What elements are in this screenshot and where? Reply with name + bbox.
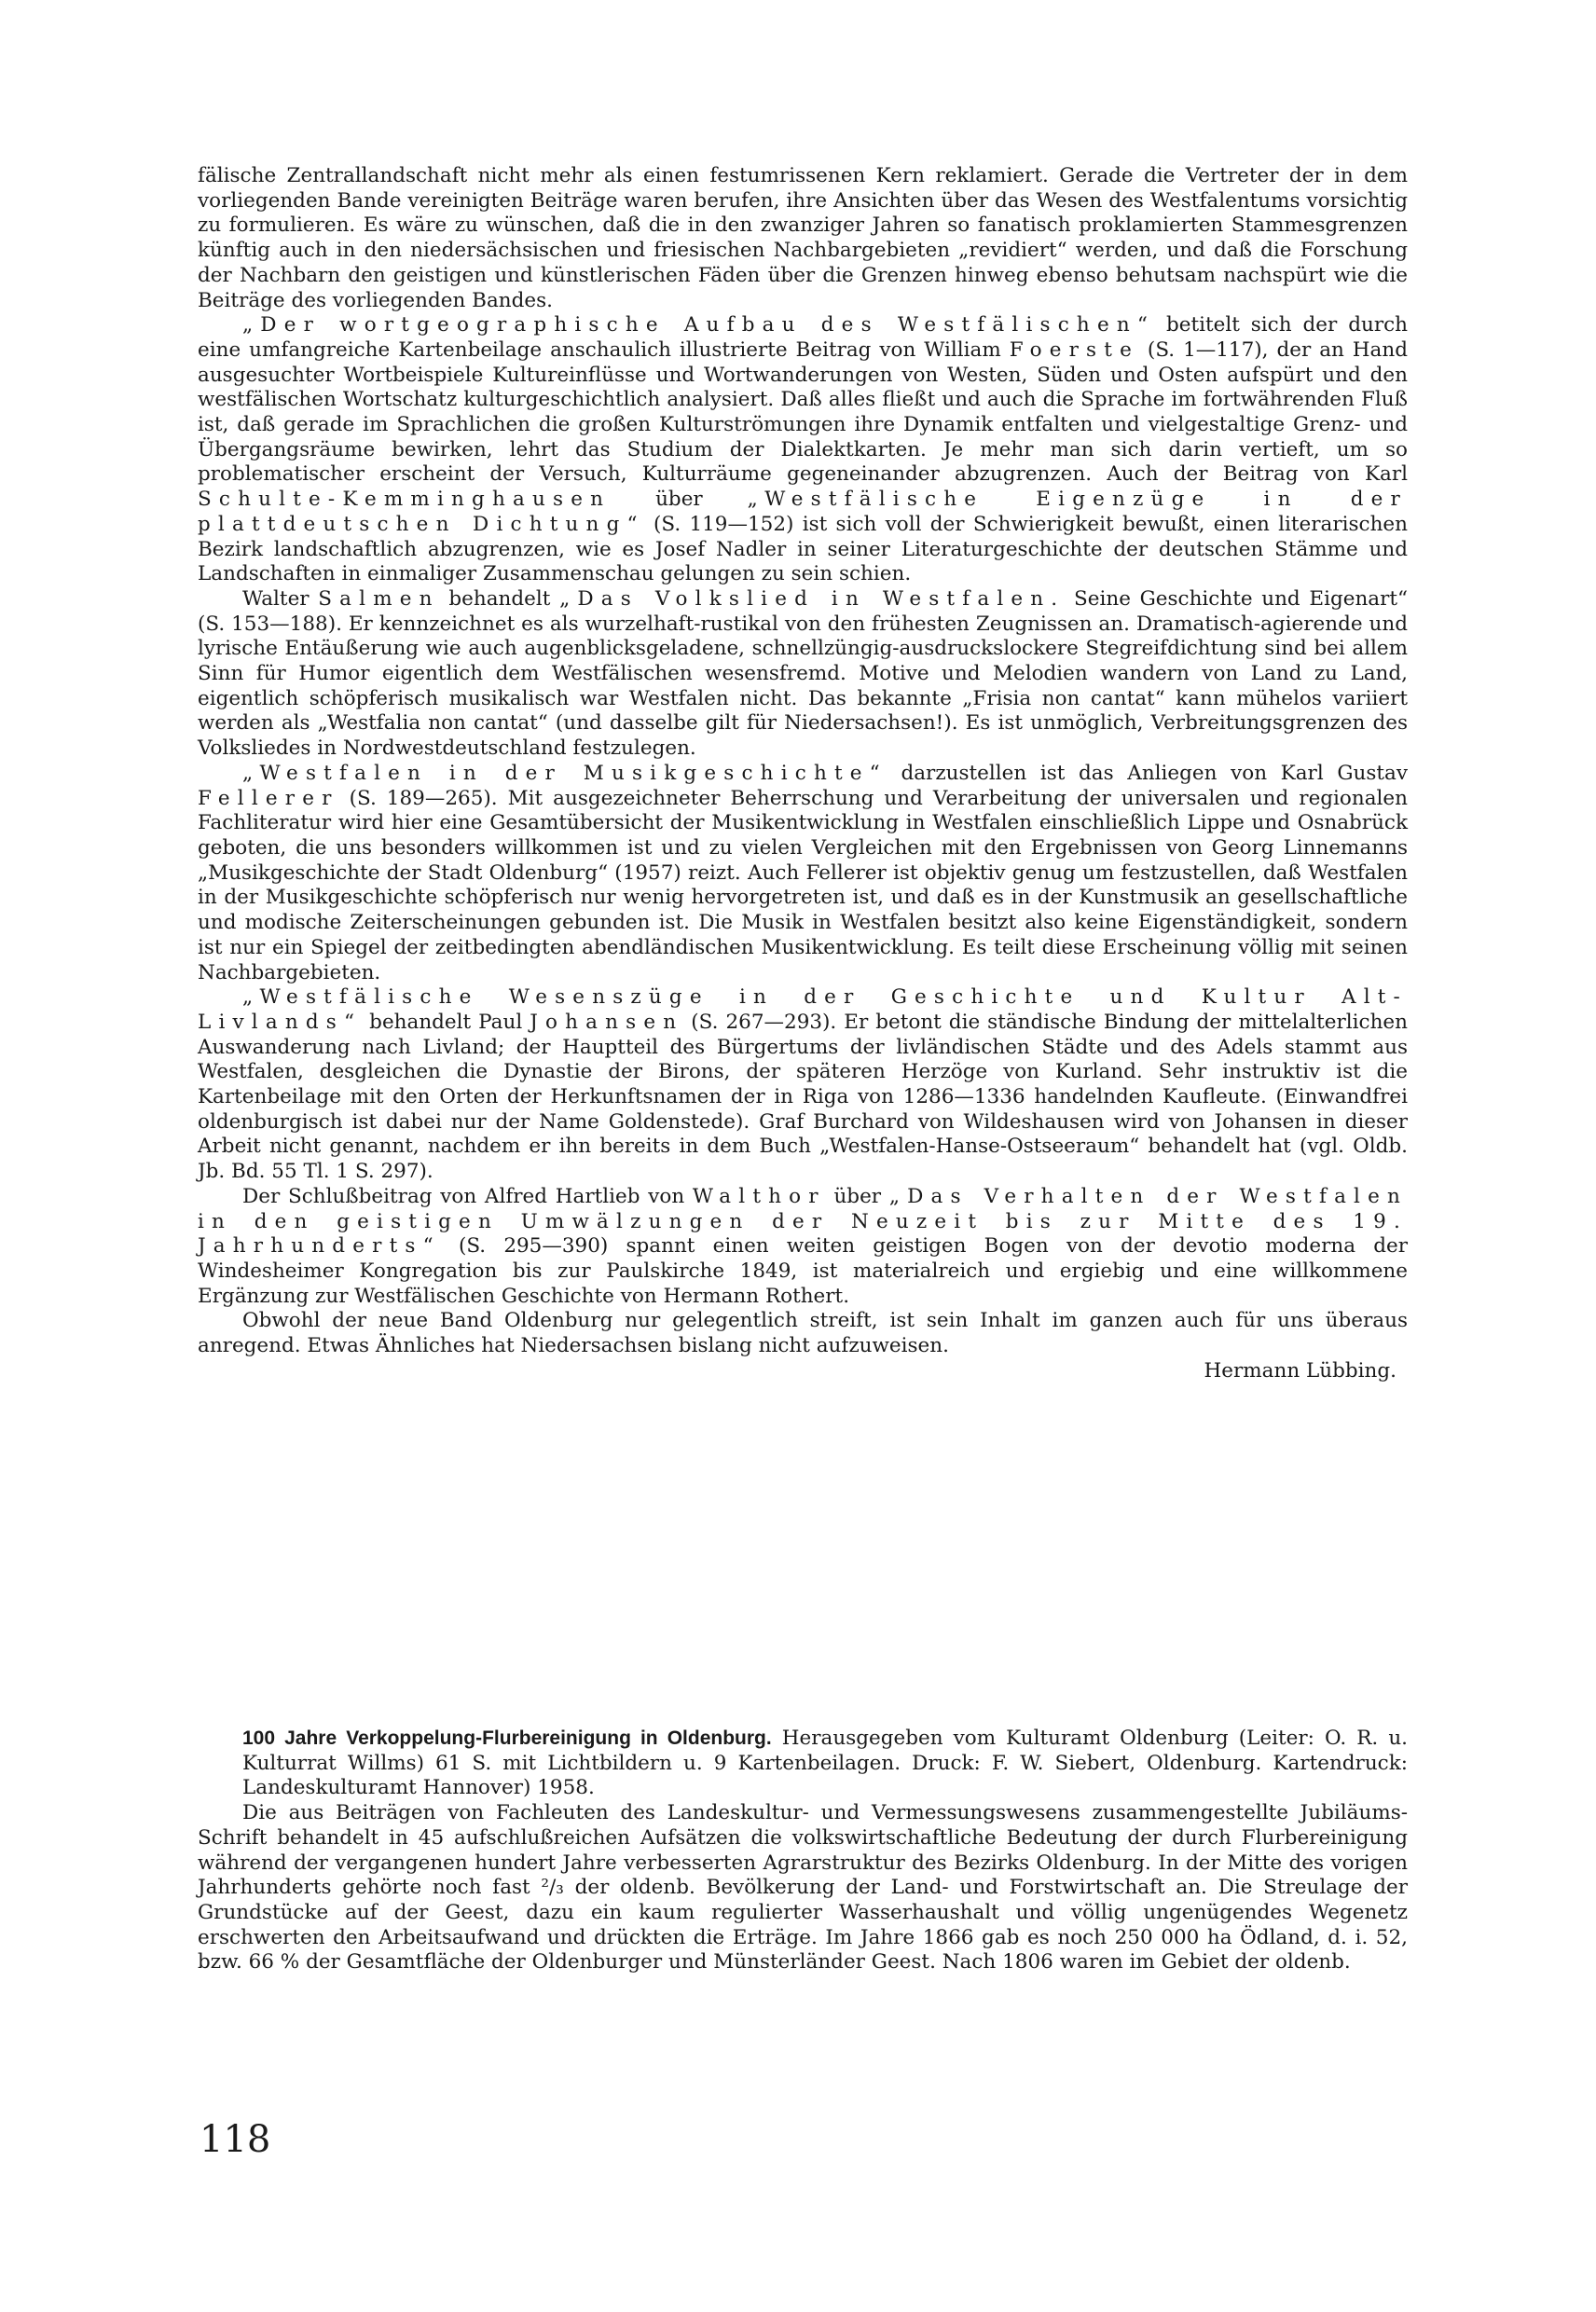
work-title: „Das Verhalten der Westfalen in den geistigen Umwälzungen der Neuzeit bis zur Mitte des 19. Jahrhunderts“ (198, 1184, 1409, 1259)
reviewer-signature: Hermann Lübbing. (1204, 1358, 1396, 1383)
paragraph-walthor: Der Schlußbeitrag von Alfred Hartlieb von Walthor über „Das Verhalten der Westfalen in den geistigen Umwälzungen der Neuzeit bis zur Mitte des 19. Jahrhunderts“ (S. 295—390) spannt einen weiten geistigen Bogen von der devotio moderna der Windesheimer Kongregation bis zur Paulskirche 1849, ist materialreich und ergiebig und eine willkommene Ergänzung zur Westfälischen Geschichte von Hermann Rothert. (198, 1184, 1409, 1308)
author-name: Schulte-Kemminghausen (198, 488, 612, 512)
author-name: Foerste (1009, 337, 1139, 362)
review-heading (198, 1727, 1408, 1801)
review-title: 100 Jahre Verkoppelung-Flurbereinigung in Oldenburg. (242, 1727, 772, 1749)
paragraph-continuation: fälische Zentrallandschaft nicht mehr als einen festumrissenen Kern reklamiert. Gerade die Vertreter der in dem vorliegenden Bande vereinigten Beiträge waren berufen, ihre Ansichten über das Wesen des Westfalentums vorsichtig zu formulieren. Es wäre zu wünschen, daß die in den zwanziger Jahren so fanatisch proklamierten Stammesgrenzen künftig auch in den niedersächsischen und friesischen Nachbargebieten „revidiert“ werden, und daß die Forschung der Nachbarn den geistigen und künstlerischen Fäden über die Grenzen hinweg ebenso behutsam nachspürt wie die Beiträge des vorliegenden Bandes. (198, 164, 1408, 312)
paragraph-johansen: „Westfälische Wesenszüge in der Geschichte und Kultur Alt-Livlands“ behandelt Paul Johansen (S. 267—293). Er betont die ständische Bindung der mittelalterlichen Auswanderung nach Livland; der Hauptteil des Bürgertums der livländischen Städte und des Adels stammt aus Westfalen, desgleichen die Dynastie der Birons, der späteren Herzöge von Kurland. Sehr instruktiv ist die Kartenbeilage mit den Orten der Herkunftsnamen der in Riga von 1286—1336 handelnden Kaufleute. (Einwandfrei oldenburgisch ist dabei nur der Name Goldenstede). Graf Burchard von Wildeshausen wird von Johansen in dieser Arbeit nicht genannt, nachdem er ihn bereits in dem Buch „Westfalen-Hanse-Ostseeraum“ behandelt hat (vgl. Oldb. Jb. Bd. 55 Tl. 1 S. 297). (198, 985, 1409, 1184)
work-title: „Westfalen in der Musikgeschichte“ (242, 761, 887, 785)
author-name: Walthor (692, 1184, 826, 1208)
work-title: „Westfälische Wesenszüge in der Geschichte und Kultur Alt-Livlands“ (198, 985, 1408, 1034)
work-title: „Der wortgeographische Aufbau des Westfälischen“ (242, 313, 1156, 337)
review-body: Die aus Beiträgen von Fachleuten des Landeskultur- und Vermessungswesens zusammengestellte Jubiläums-Schrift behandelt in 45 aufschlußreichen Aufsätzen die volkswirtschaftliche Bedeutung der durch Flurbereinigung während der vergangenen hundert Jahre verbesserten Agrarstruktur des Bezirks Oldenburg. In der Mitte des vorigen Jahrhunderts gehörte noch fast ²/₃ der oldenb. Bevölkerung der Land- und Forstwirtschaft an. Die Streulage der Grundstücke auf der Geest, dazu ein kaum regulierter Wasserhaushalt und völlig ungenügendes Wegenetz erschwerten den Arbeitsaufwand und drückten die Erträge. Im Jahre 1866 gab es noch 250 000 ha Ödland, d. i. 52, bzw. 66 % der Gesamtfläche der Oldenburger und Münsterländer Geest. Nach 1806 waren im Gebiet der oldenb. (198, 1801, 1408, 1975)
paragraph-foerste: „Der wortgeographische Aufbau des Westfälischen“ betitelt sich der durch eine umfangreiche Kartenbeilage anschaulich illustrierte Beitrag von William Foerste (S. 1—117), der an Hand ausgesuchter Wortbeispiele Kultureinflüsse und Wortwanderungen von Westen, Süden und Osten aufspürt und den westfälischen Wortschatz kulturgeschichtlich analysiert. Daß alles fließt und auch die Sprache im fortwährenden Fluß ist, daß gerade im Sprachlichen die großen Kulturströmungen ihre Dynamik entfalten und vielgestaltige Grenz- und Übergangsräume bewirken, lehrt das Studium der Dialektkarten. Je mehr man sich darin vertieft, um so problematischer erscheint der Versuch, Kulturräume gegeneinander abzugrenzen. Auch der Beitrag von Karl Schulte-Kemminghausen über „Westfälische Eigenzüge in der plattdeutschen Dichtung“ (S. 119—152) ist sich voll der Schwierigkeit bewußt, einen literarischen Bezirk landschaftlich abzugrenzen, wie es Josef Nadler in seiner Literaturgeschichte der deutschen Stämme und Landschaften in einmaliger Zusammenschau gelungen zu sein schien. (198, 313, 1408, 586)
author-name: Salmen (318, 586, 440, 611)
author-name: Johansen (530, 1010, 684, 1034)
paragraph-fellerer: „Westfalen in der Musikgeschichte“ darzustellen ist das Anliegen von Karl Gustav Fellerer (S. 189—265). Mit ausgezeichneter Beherrschung und Verarbeitung der universalen und regionalen Fachliteratur wird hier eine Gesamtübersicht der Musikentwicklung in Westfalen einschließlich Lippe und Osnabrück geboten, die uns besonders willkommen ist und zu vielen Vergleichen mit den Ergebnissen von Georg Linnemanns „Musikgeschichte der Stadt Oldenburg“ (1957) reizt. Auch Fellerer ist objektiv genug um festzustellen, daß Westfalen in der Musikgeschichte schöpferisch nur wenig hervorgetreten ist, und daß es in der Kunstmusik an gesellschaftliche und modische Zeiterscheinungen gebunden ist. Die Musik in Westfalen besitzt also keine Eigenständigkeit, sondern ist nur ein Spiegel der zeitbedingten abendländischen Musikentwicklung. Es teilt diese Erscheinung völlig mit seinen Nachbargebieten. (198, 761, 1409, 984)
page-number: 118 (200, 2118, 271, 2161)
paragraph-salmen: Walter Salmen behandelt „Das Volkslied in Westfalen. Seine Geschichte und Eigenart“ (S. 153—188). Er kennzeichnet es als wurzelhaft-rustikal von den frühesten Zeugnissen an. Dramatisch-agierende und lyrische Entäußerung wie auch augenblicksgeladene, schnellzüngig-ausdruckslockere Stegreifdichtung sind bei allem Sinn für Humor eigentlich dem Westfälischen wesensfremd. Motive und Melodien wandern von Land zu Land, eigentlich schöpferisch musikalisch war Westfalen nicht. Das bekannte „Frisia non cantat“ kann mühelos variiert werden als „Westfalia non cantat“ (und dasselbe gilt für Niedersachsen!). Es ist unmöglich, Verbreitungsgrenzen des Volksliedes in Nordwestdeutschland festzulegen. (198, 586, 1409, 761)
bibliographic-details: Herausgegeben vom Kulturamt Oldenburg (Leiter: O. R. u. Kulturrat Willms) 61 S. mit Lichtbildern u. 9 Kartenbeilagen. Druck: F. W. Siebert, Oldenburg. Kartendruck: Landeskulturamt Hannover) 1958. (242, 1727, 1409, 1800)
review-flurbereinigung (198, 1727, 1408, 1975)
work-title: „Das Volkslied in Westfalen. (559, 586, 1066, 611)
work-title: „Westfälische Eigenzüge in der plattdeutschen Dichtung“ (198, 488, 1408, 536)
author-name: Fellerer (198, 786, 339, 810)
paragraph-closing: Obwohl der neue Band Oldenburg nur gelegentlich streift, ist sein Inhalt im ganzen auch für uns überaus anregend. Etwas Ähnliches hat Niedersachsen bislang nicht aufzuweisen. (198, 1309, 1408, 1358)
review-lingering-text (198, 164, 1408, 1383)
